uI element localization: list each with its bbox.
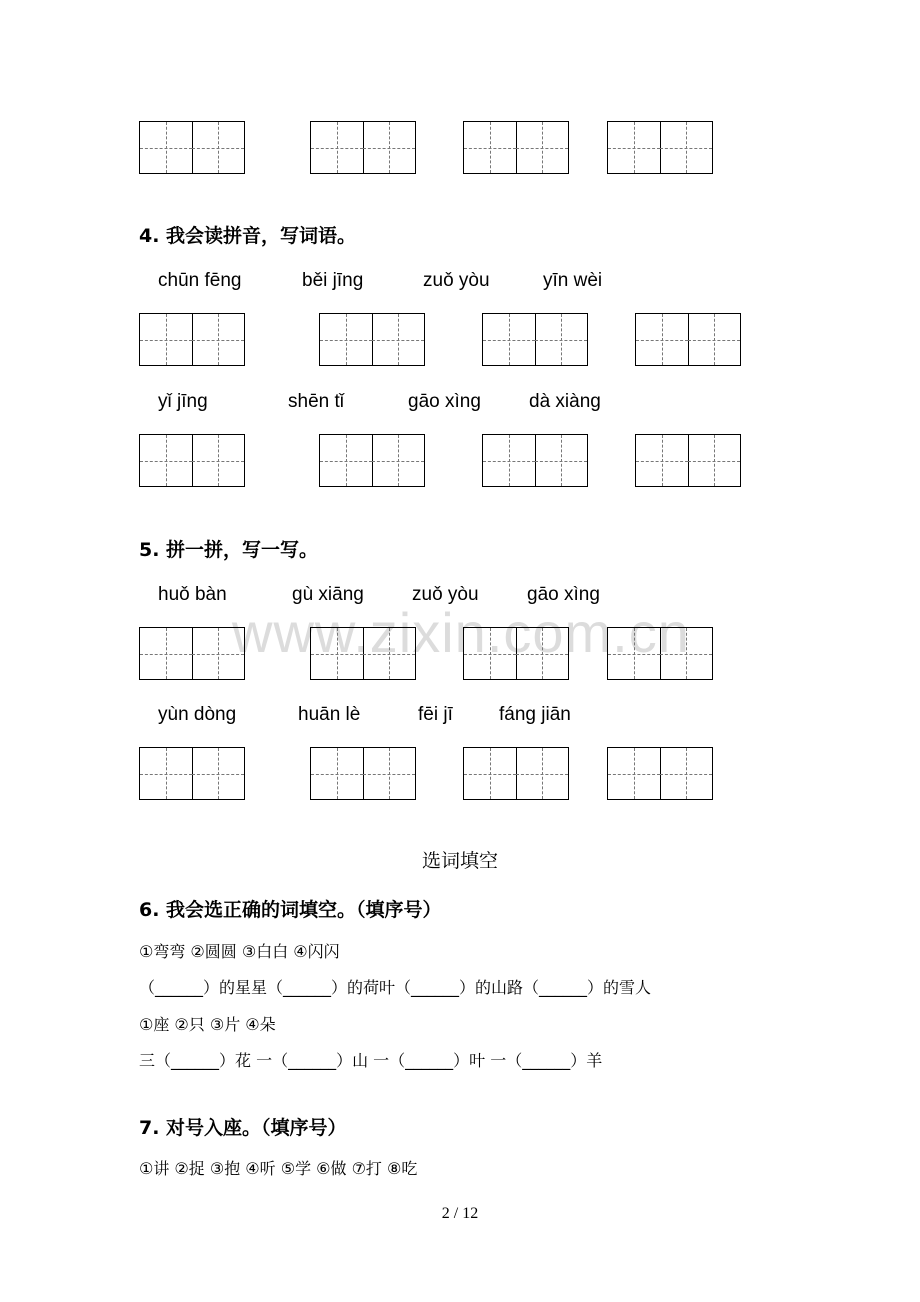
question-4-heading: 4. 我会读拼音，写词语。 xyxy=(139,225,357,247)
writing-grid-box[interactable] xyxy=(607,627,713,680)
writing-grid-box[interactable] xyxy=(607,121,713,174)
pinyin-label: gāo xìng xyxy=(527,584,600,605)
writing-grid-box[interactable] xyxy=(139,313,245,366)
measure-word-options: ①座 ②只 ③片 ④朵 xyxy=(139,1015,276,1034)
writing-grid-box[interactable] xyxy=(310,121,416,174)
writing-grid-box[interactable] xyxy=(463,747,569,800)
pinyin-label: běi jīng xyxy=(302,270,364,291)
pinyin-label: yùn dòng xyxy=(158,704,237,725)
word-options: ①弯弯 ②圆圆 ③白白 ④闪闪 xyxy=(139,942,340,961)
pinyin-label: zuǒ yòu xyxy=(423,270,490,291)
writing-grid-box[interactable] xyxy=(139,121,245,174)
writing-grid-box[interactable] xyxy=(463,627,569,680)
fill-blank-line[interactable]: （______）的星星（______）的荷叶（______）的山路（______）的雪人 xyxy=(139,978,652,997)
writing-grid-box[interactable] xyxy=(319,313,425,366)
writing-grid-box[interactable] xyxy=(139,747,245,800)
pinyin-label: yīn wèi xyxy=(543,270,603,291)
pinyin-label: huān lè xyxy=(298,704,361,725)
pinyin-label: huǒ bàn xyxy=(158,584,227,605)
writing-grid-box[interactable] xyxy=(482,313,588,366)
fill-blank-line[interactable]: 三（______）花 一（______）山 一（______）叶 一（______）羊 xyxy=(139,1051,603,1070)
pinyin-label: shēn tǐ xyxy=(288,391,344,412)
pinyin-label: gù xiāng xyxy=(292,584,364,605)
question-7-heading: 7. 对号入座。（填序号） xyxy=(139,1117,347,1139)
pinyin-label: zuǒ yòu xyxy=(412,584,479,605)
writing-grid-box[interactable] xyxy=(310,627,416,680)
page-number: 2 / 12 xyxy=(441,1205,479,1222)
writing-grid-box[interactable] xyxy=(482,434,588,487)
writing-grid-box[interactable] xyxy=(607,747,713,800)
pinyin-label: fēi jī xyxy=(418,704,453,725)
writing-grid-box[interactable] xyxy=(635,434,741,487)
verb-options: ①讲 ②捉 ③抱 ④听 ⑤学 ⑥做 ⑦打 ⑧吃 xyxy=(139,1159,418,1178)
writing-grid-box[interactable] xyxy=(139,434,245,487)
writing-grid-box[interactable] xyxy=(139,627,245,680)
watermark: www.zixin.com.cn xyxy=(232,601,690,664)
section-title: 选词填空 xyxy=(421,850,498,872)
pinyin-label: gāo xìng xyxy=(408,391,481,412)
pinyin-label: yǐ jīng xyxy=(158,391,208,412)
pinyin-label: dà xiàng xyxy=(529,391,601,412)
pinyin-label: chūn fēng xyxy=(158,270,242,291)
writing-grid-box[interactable] xyxy=(463,121,569,174)
question-5-heading: 5. 拼一拼，写一写。 xyxy=(139,539,319,561)
pinyin-label: fáng jiān xyxy=(499,704,571,725)
question-6-heading: 6. 我会选正确的词填空。（填序号） xyxy=(139,899,442,921)
writing-grid-box[interactable] xyxy=(635,313,741,366)
writing-grid-box[interactable] xyxy=(319,434,425,487)
writing-grid-box[interactable] xyxy=(310,747,416,800)
